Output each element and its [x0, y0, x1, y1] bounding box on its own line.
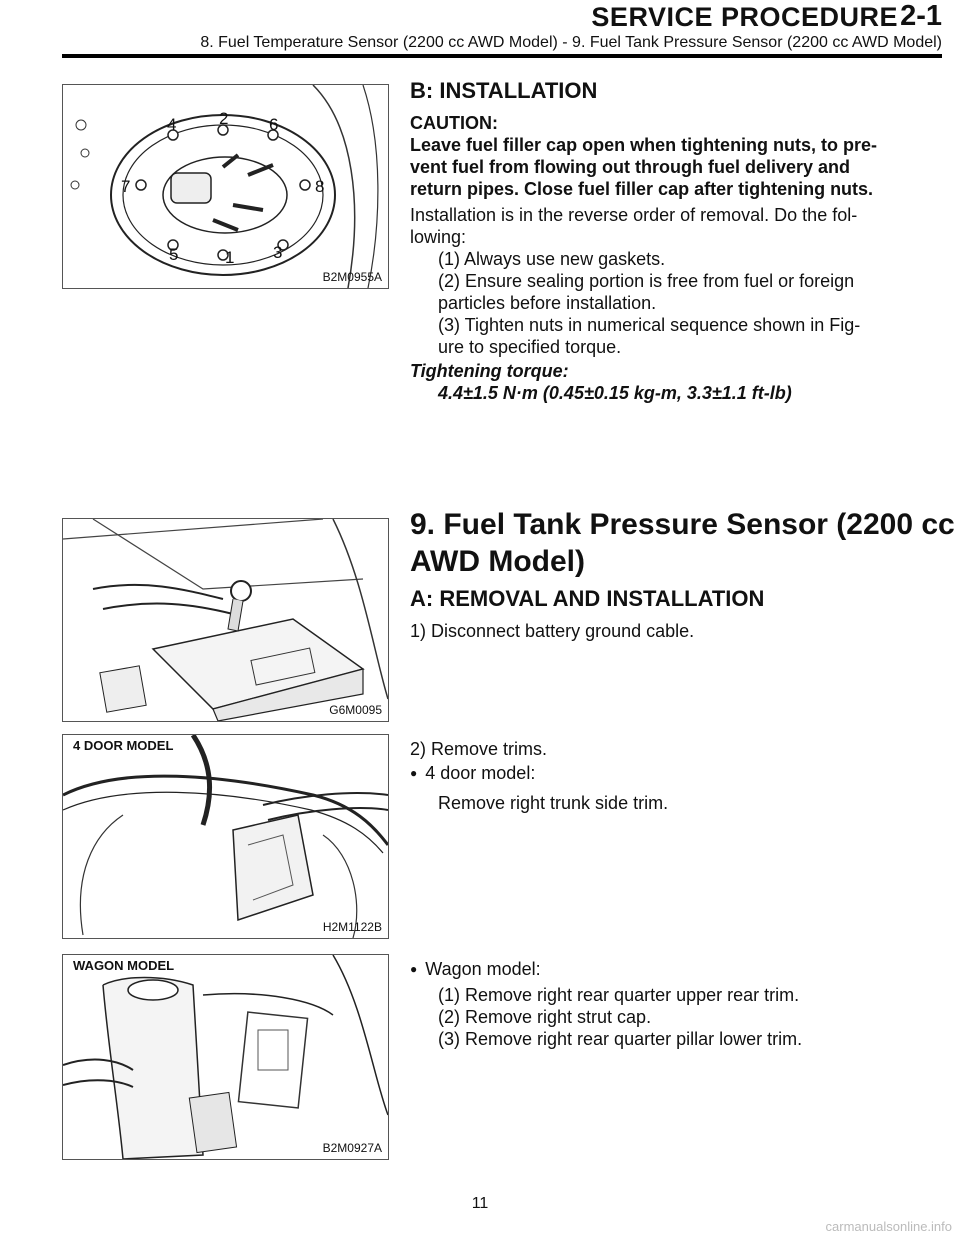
step-4-door: Remove right trunk side trim. [438, 793, 669, 813]
page-header-subtitle: 8. Fuel Temperature Sensor (2200 cc AWD Model) - 9. Fuel Tank Pressure Sensor (2200 cc AWD Model) [200, 34, 942, 51]
figure-code: B2M0955A [322, 270, 382, 284]
step-line: (1) Always use new gaskets. [438, 249, 666, 269]
intro-line: lowing: [410, 227, 467, 247]
page-number: 11 [471, 1195, 489, 1212]
torque-label: Tightening torque: [410, 361, 569, 381]
step-line: particles before installation. [438, 293, 657, 313]
wagon-step: (1) Remove right rear quarter upper rear trim. [438, 985, 800, 1005]
nut-number-5: 5 [169, 245, 179, 264]
nut-number-2: 2 [219, 109, 229, 128]
wagon-step: (3) Remove right rear quarter pillar lower trim. [438, 1029, 803, 1049]
removal-heading: A: REMOVAL AND INSTALLATION [410, 586, 765, 611]
torque-value: 4.4±1.5 N·m (0.45±0.15 kg-m, 3.3±1.1 ft-lb) [438, 383, 792, 403]
step-remove-trims: 2) Remove trims. [410, 739, 548, 759]
nut-number-4: 4 [167, 115, 177, 134]
page-header-title: SERVICE PROCEDURE [591, 2, 898, 32]
installation-heading: B: INSTALLATION [410, 78, 598, 103]
watermark: carmanualsonline.info [825, 1219, 952, 1234]
section-title-line1: 9. Fuel Tank Pressure Sensor (2200 cc [410, 508, 955, 541]
intro-line: Installation is in the reverse order of removal. Do the fol- [410, 205, 858, 225]
nut-number-6: 6 [269, 115, 279, 134]
wagon-illustration [63, 955, 388, 1159]
section-title-line2: AWD Model) [410, 545, 585, 578]
nut-number-1: 1 [225, 248, 235, 267]
caution-label: CAUTION: [410, 113, 498, 133]
figure-fuel-sensor-flange [62, 84, 389, 289]
nut-number-8: 8 [315, 177, 325, 196]
wagon-step: (2) Remove right strut cap. [438, 1007, 652, 1027]
figure-wagon-quarter [62, 954, 389, 1160]
step-line: (3) Tighten nuts in numerical sequence shown in Fig- [438, 315, 861, 335]
caution-line: return pipes. Close fuel filler cap after tightening nuts. [410, 179, 874, 199]
nut-number-7: 7 [121, 177, 131, 196]
figure-4-door-trunk [62, 734, 389, 939]
nut-number-3: 3 [273, 243, 283, 262]
step-disconnect-battery: 1) Disconnect battery ground cable. [410, 621, 695, 641]
caution-line: Leave fuel filler cap open when tightening nuts, to pre- [410, 135, 878, 155]
figure-code: H2M1122B [322, 920, 382, 934]
section-number: 2-1 [900, 0, 942, 32]
header-rule [62, 54, 942, 58]
figure-battery-ground [62, 518, 389, 722]
caution-line: vent fuel from flowing out through fuel delivery and [410, 157, 851, 177]
figure-code: G6M0095 [329, 703, 382, 717]
bullet-4-door-model: ● 4 door model: [410, 762, 535, 786]
bullet-wagon-model: ● Wagon model: [410, 958, 541, 982]
battery-illustration [63, 519, 388, 721]
figure-model-label: 4 DOOR MODEL [73, 738, 174, 753]
step-line: ure to specified torque. [438, 337, 622, 357]
figure-model-label: WAGON MODEL [73, 958, 175, 973]
figure-code: B2M0927A [322, 1141, 382, 1155]
trunk-illustration [63, 735, 388, 938]
step-line: (2) Ensure sealing portion is free from fuel or foreign [438, 271, 855, 291]
